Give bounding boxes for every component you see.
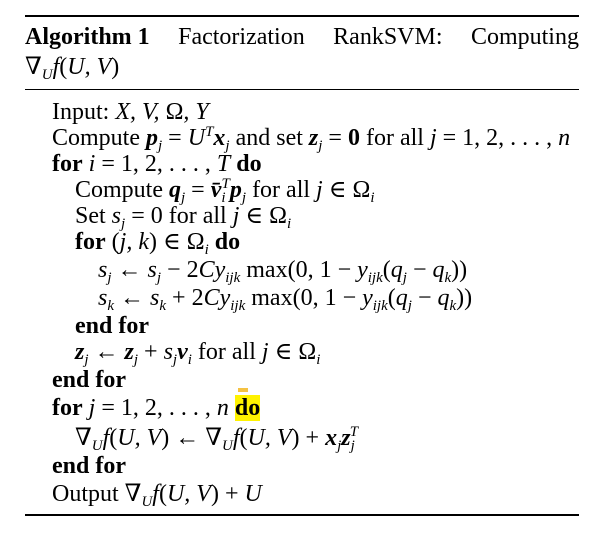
algo-line-end-for-final: end for (52, 453, 126, 479)
algo-line-compute-q: Compute $q_j$ = $v̄_i^Tp_j$ for all j ∈ $\Omega_i$ (75, 176, 375, 206)
algorithm-label: Algorithm 1 (25, 24, 150, 50)
algo-line-end-for-outer: end for (52, 367, 126, 393)
algo-line-for-j: for j = 1, 2, . . . , n do (52, 394, 260, 422)
highlight-marker-icon (238, 388, 248, 392)
caption-word: Factorization (178, 24, 305, 50)
algo-line-end-for-inner: end for (75, 313, 149, 339)
algo-line-compute-p: Compute $p_j = U^Tx_j$ and set $z_j = 0$ for all j = 1, 2, . . . , n (52, 124, 571, 154)
algo-line-gradient-update: $\nabla_Uf(U$, V) ← $\nabla_Uf(U$, $V) + x_jz_j^T$ (75, 424, 359, 454)
caption-line-2: $\nabla_Uf(U$, V) (25, 54, 120, 83)
highlighted-do[interactable]: do (235, 395, 260, 421)
bottom-rule (25, 514, 579, 516)
algo-line-update-sk: $s_k$ ← $s_k + 2Cy_{ijk}$ max(0, $1 - y_{ijk}(q_j - q_k)$) (98, 285, 473, 314)
algo-line-for-jk: for (j, k) ∈ $\Omega_i$ do (75, 229, 241, 258)
algo-line-update-sj: $s_j$ ← $s_j - 2Cy_{ijk}$ max(0, $1 - y_{ijk}(q_j - q_k)$) (98, 257, 468, 286)
algo-line-set-s: Set $s_j = 0$ for all j ∈ $\Omega_i$ (75, 203, 292, 232)
caption-rule (25, 89, 579, 90)
top-rule (25, 15, 579, 17)
algo-line-output: Output $\nabla_Uf(U$, V) + U (52, 481, 262, 510)
caption-word: RankSVM: (333, 24, 443, 50)
algorithm-caption (25, 22, 579, 52)
algo-line-for-i: for i = 1, 2, . . . , T do (52, 151, 262, 177)
algo-line-update-z: $z_j$ ← $z_j + s_jv_i$ for all j ∈ $\Omega_i$ (75, 339, 321, 368)
caption-word: Computing (470, 24, 579, 50)
algo-line-input: Input: X, V, Ω, Y (52, 99, 209, 125)
